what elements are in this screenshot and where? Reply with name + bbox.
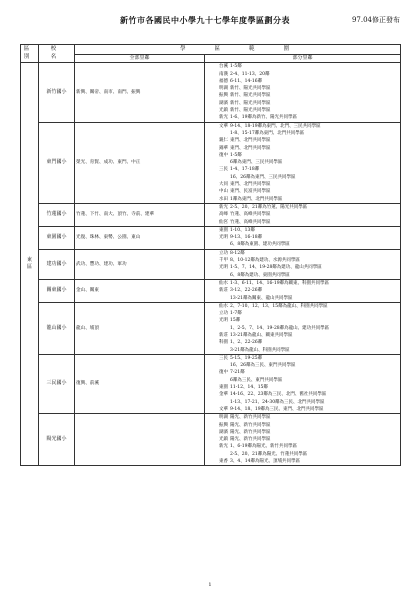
neighborhood-range: 1-5鄰 — [230, 152, 242, 158]
header-zone: 學 區 範 圍 — [75, 45, 401, 55]
neighborhood-range: 新竹、陽光共同學區 — [230, 86, 271, 92]
neighborhood-range: 7-21鄰 — [230, 370, 245, 376]
partial-row — [206, 114, 399, 121]
partial-row — [206, 78, 399, 85]
partial-row — [206, 196, 399, 203]
partial-row — [206, 332, 399, 339]
village-name — [206, 362, 230, 369]
partial-row — [206, 287, 399, 294]
village-name — [206, 325, 230, 332]
village-name: 明湖 — [219, 86, 228, 92]
neighborhood-range: 3-12、22-26鄰 — [230, 288, 263, 294]
partial-row — [206, 188, 399, 195]
village-name: 三民 — [219, 167, 228, 173]
village-name: 金華 — [219, 392, 228, 398]
partial-row — [206, 71, 399, 78]
header-district: 區別 — [21, 45, 39, 63]
partial-row — [206, 443, 399, 450]
neighborhood-range: 1鄰為東門、北門共同學區 — [230, 196, 283, 202]
table-row — [21, 203, 401, 226]
partial-row — [206, 303, 399, 310]
partial-row — [206, 436, 399, 443]
neighborhood-range: 9-14、18-19鄰為東門、北門、三民共同學區 — [230, 123, 321, 129]
full-villages: 武功、豐功、建功、軍功 — [75, 249, 205, 279]
village-name: 東香 — [219, 459, 228, 465]
table-row — [21, 354, 401, 413]
neighborhood-range: 2-4、11-13、20鄰 — [230, 71, 270, 77]
village-name — [206, 159, 230, 166]
partial-row — [206, 325, 399, 332]
partial-villages — [205, 63, 401, 122]
full-villages: 竹蓮、下竹、南大、頂竹、寺前、建華 — [75, 203, 205, 226]
partial-row — [206, 377, 399, 384]
table-row — [21, 414, 401, 466]
partial-row — [206, 92, 399, 99]
partial-row — [206, 159, 399, 166]
table-row — [21, 249, 401, 279]
village-name: 光鎮 — [219, 108, 228, 114]
neighborhood-range: 1、2-5、7、14、19-28鄰為龍山、建功共同學區 — [230, 325, 330, 331]
village-name — [206, 174, 230, 181]
partial-villages — [205, 414, 401, 466]
document-header — [20, 12, 400, 30]
partial-row — [206, 257, 399, 264]
partial-row — [206, 347, 399, 354]
village-name: 仙宮 — [219, 219, 228, 225]
school-name: 東園國小 — [39, 226, 75, 249]
partial-row — [206, 362, 399, 369]
village-name: 福德 — [219, 78, 228, 84]
district-label: 東 區 — [26, 257, 43, 271]
village-name: 高峰 — [219, 212, 228, 218]
village-name: 明湖 — [219, 415, 228, 421]
village-name — [206, 295, 230, 302]
neighborhood-range: 14-16、22、23鄰為三民、北門、舊社共同學區 — [230, 392, 327, 398]
village-name: 仙水 — [219, 280, 228, 286]
partial-row — [206, 234, 399, 241]
partial-villages — [205, 122, 401, 203]
partial-row — [206, 272, 399, 279]
village-name: 光明 — [219, 265, 228, 271]
village-name: 湖濱 — [219, 100, 228, 106]
school-name: 東門國小 — [39, 122, 75, 203]
neighborhood-range: 陽光、新竹共同學區 — [230, 422, 271, 428]
table-row — [21, 302, 401, 354]
neighborhood-range: 2-5、20、21鄰為竹蓮、陽光共同學區 — [230, 204, 308, 210]
neighborhood-range: 1、6-19鄰為陽光、新竹共同學區 — [230, 444, 297, 450]
village-name — [206, 347, 230, 354]
village-name: 三民 — [219, 355, 228, 361]
village-name — [206, 130, 230, 137]
neighborhood-range: 1、2、22-26鄰 — [230, 340, 263, 346]
village-name: 光明 — [219, 235, 228, 241]
partial-row — [206, 211, 399, 218]
neighborhood-range: 東門、民富共同學區 — [230, 189, 271, 195]
neighborhood-range: 6鄰為東門、三民共同學區 — [230, 160, 283, 166]
partial-row — [206, 174, 399, 181]
partial-row — [206, 310, 399, 317]
neighborhood-range: 竹蓮、高峰共同學區 — [230, 219, 271, 225]
partial-row — [206, 137, 399, 144]
neighborhood-range: 6-11、14-16鄰 — [230, 78, 263, 84]
school-name: 關東國小 — [39, 279, 75, 302]
partial-row — [206, 384, 399, 391]
neighborhood-range: 6、8鄰為東園、建功共同學區 — [230, 242, 290, 248]
school-name: 建功國小 — [39, 249, 75, 279]
partial-row — [206, 107, 399, 114]
partial-villages — [205, 226, 401, 249]
neighborhood-range: 新竹、陽光共同學區 — [230, 108, 271, 114]
village-name: 立功 — [219, 250, 228, 256]
partial-row — [206, 130, 399, 137]
village-name: 東園 — [219, 227, 228, 233]
partial-row — [206, 250, 399, 257]
school-name: 三民國小 — [39, 354, 75, 413]
village-name: 新莊 — [219, 288, 228, 294]
neighborhood-range: 1-3、6-11、14、16-19鄰為關東、科園共同學區 — [230, 280, 330, 286]
neighborhood-range: 1-4、17-18鄰 — [230, 167, 260, 173]
full-villages: 金山、關東 — [75, 279, 205, 302]
neighborhood-range: 6鄰為三民、東門共同學區 — [230, 377, 283, 383]
neighborhood-range: 5-15、19-25鄰 — [230, 355, 263, 361]
partial-row — [206, 166, 399, 173]
full-villages: 榮光、育賢、成功、東門、中正 — [75, 122, 205, 203]
village-name: 新光 — [219, 115, 228, 121]
village-name — [206, 399, 230, 406]
neighborhood-range: 3、4、14鄰為陽光、頂埔共同學區 — [230, 459, 300, 465]
document-title: 新竹市各國民中小學九十七學年度學區劃分表 — [120, 15, 290, 25]
village-name: 南漢 — [219, 71, 228, 77]
partial-row — [206, 355, 399, 362]
neighborhood-range: 竹蓮、高峰共同學區 — [230, 212, 271, 218]
neighborhood-range: 3-21鄰為龍山、科園共同學區 — [230, 347, 290, 353]
table-row — [21, 226, 401, 249]
partial-row — [206, 152, 399, 159]
partial-row — [206, 406, 399, 413]
village-name: 湖濱 — [219, 429, 228, 435]
village-name: 復中 — [219, 152, 228, 158]
partial-row — [206, 264, 399, 271]
partial-row — [206, 123, 399, 130]
partial-villages — [205, 203, 401, 226]
village-name: 立功 — [219, 311, 228, 317]
village-name: 台溪 — [219, 64, 228, 70]
table-row — [21, 279, 401, 302]
village-name: 振興 — [219, 93, 228, 99]
neighborhood-range: 13-21鄰為關東、龍山共同學區 — [230, 295, 293, 301]
school-name: 新竹國小 — [39, 63, 75, 122]
full-villages: 新興、關帝、南市、南門、振興 — [75, 63, 205, 122]
partial-row — [206, 399, 399, 406]
partial-row — [206, 391, 399, 398]
village-name — [206, 451, 230, 458]
neighborhood-range: 1-5鄰 — [230, 64, 242, 70]
neighborhood-range: 1-7鄰 — [230, 311, 242, 317]
partial-row — [206, 369, 399, 376]
neighborhood-range: 16、26鄰為東門、三民共同學區 — [230, 174, 296, 180]
village-name: 光鎮 — [219, 437, 228, 443]
partial-row — [206, 219, 399, 226]
partial-villages — [205, 279, 401, 302]
partial-row — [206, 317, 399, 324]
full-villages: 龍山、埔頂 — [75, 302, 205, 354]
partial-row — [206, 422, 399, 429]
neighborhood-range: 6、8鄰為建功、東園共同學區 — [230, 272, 290, 278]
village-name — [206, 377, 230, 384]
neighborhood-range: 8、10-12鄰為建功、水源共同學區 — [230, 258, 300, 264]
table-row — [21, 63, 401, 122]
village-name: 中山 — [219, 189, 228, 195]
neighborhood-range: 2-5、20、21鄰為陽光、竹蓮共同學區 — [230, 451, 308, 457]
village-name: 文華 — [219, 123, 228, 129]
full-villages: 光復、珠林、東勢、公園、東山 — [75, 226, 205, 249]
neighborhood-range: 1-13、17-21、24-30鄰為三民、北門共同學區 — [230, 399, 325, 405]
village-name: 文華 — [219, 406, 228, 412]
neighborhood-range: 2、7-10、12、13、15鄰為龍山、科園共同學區 — [230, 303, 328, 309]
neighborhood-range: 11-12、14、15鄰 — [230, 385, 268, 391]
neighborhood-range: 陽光、新竹共同學區 — [230, 437, 271, 443]
village-name: 振興 — [219, 422, 228, 428]
neighborhood-range: 1-6、19鄰為新竹、陽光共同學區 — [230, 115, 297, 121]
village-name: 光明 — [219, 318, 228, 324]
village-name: 科園 — [219, 340, 228, 346]
neighborhood-range: 新竹、陽光共同學區 — [230, 100, 271, 106]
partial-row — [206, 204, 399, 211]
village-name — [206, 241, 230, 248]
village-name: 大同 — [219, 182, 228, 188]
table-row — [21, 122, 401, 203]
village-name: 錦華 — [219, 145, 228, 151]
district-cell — [21, 63, 43, 466]
partial-row — [206, 241, 399, 248]
school-name: 竹蓮國小 — [39, 203, 75, 226]
partial-row — [206, 280, 399, 287]
school-district-table — [20, 44, 401, 466]
partial-row — [206, 100, 399, 107]
neighborhood-range: 9-13、16-18鄰 — [230, 235, 263, 241]
partial-row — [206, 63, 399, 70]
neighborhood-range: 16、26鄰為三民、東門共同學區 — [230, 363, 296, 369]
table-body — [21, 63, 401, 466]
partial-row — [206, 429, 399, 436]
neighborhood-range: 13-21鄰為龍山、關東共同學區 — [230, 332, 293, 338]
village-name — [206, 272, 230, 279]
village-name: 復中 — [219, 370, 228, 376]
neighborhood-range: 陽光、新竹共同學區 — [230, 429, 271, 435]
partial-row — [206, 414, 399, 421]
issue-date: 97.04修正發布 — [351, 16, 400, 24]
partial-row — [206, 145, 399, 152]
neighborhood-range: 1-8、15-17鄰為東門、北門共同學區 — [230, 130, 305, 136]
partial-villages — [205, 249, 401, 279]
header-partial: 部分里鄰 — [205, 55, 401, 63]
full-villages — [75, 414, 205, 466]
partial-row — [206, 451, 399, 458]
header-school: 校 名 — [39, 45, 75, 63]
neighborhood-range: 8-12鄰 — [230, 250, 245, 256]
partial-row — [206, 181, 399, 188]
village-name: 新光 — [219, 444, 228, 450]
village-name: 新光 — [219, 204, 228, 210]
neighborhood-range: 陽光、新竹共同學區 — [230, 415, 271, 421]
village-name: 新莊 — [219, 332, 228, 338]
neighborhood-range: 1-10、13鄰 — [230, 227, 255, 233]
neighborhood-range: 15鄰 — [230, 318, 241, 324]
school-name: 龍山國小 — [39, 302, 75, 354]
neighborhood-range: 東門、北門共同學區 — [230, 138, 271, 144]
partial-row — [206, 295, 399, 302]
partial-villages — [205, 302, 401, 354]
village-name: 仙水 — [219, 303, 228, 309]
partial-row — [206, 339, 399, 346]
partial-row — [206, 227, 399, 234]
partial-villages — [205, 354, 401, 413]
village-name: 親仁 — [219, 138, 228, 144]
school-name: 陽光國小 — [39, 414, 75, 466]
neighborhood-range: 新竹、陽光共同學區 — [230, 93, 271, 99]
page-number: 1 — [208, 582, 212, 588]
village-name: 千甲 — [219, 258, 228, 264]
neighborhood-range: 東門、北門共同學區 — [230, 145, 271, 151]
partial-row — [206, 458, 399, 465]
full-villages: 復興、前溪 — [75, 354, 205, 413]
village-name: 東園 — [219, 385, 228, 391]
neighborhood-range: 1-5、7、14、19-28鄰為建功、龍山共同學區 — [230, 265, 322, 271]
neighborhood-range: 9-14、18、19鄰為三民、東門、北門共同學區 — [230, 406, 324, 412]
neighborhood-range: 東門、北門共同學區 — [230, 182, 271, 188]
partial-row — [206, 85, 399, 92]
header-full: 全部里鄰 — [75, 55, 205, 63]
village-name: 水田 — [219, 196, 228, 202]
